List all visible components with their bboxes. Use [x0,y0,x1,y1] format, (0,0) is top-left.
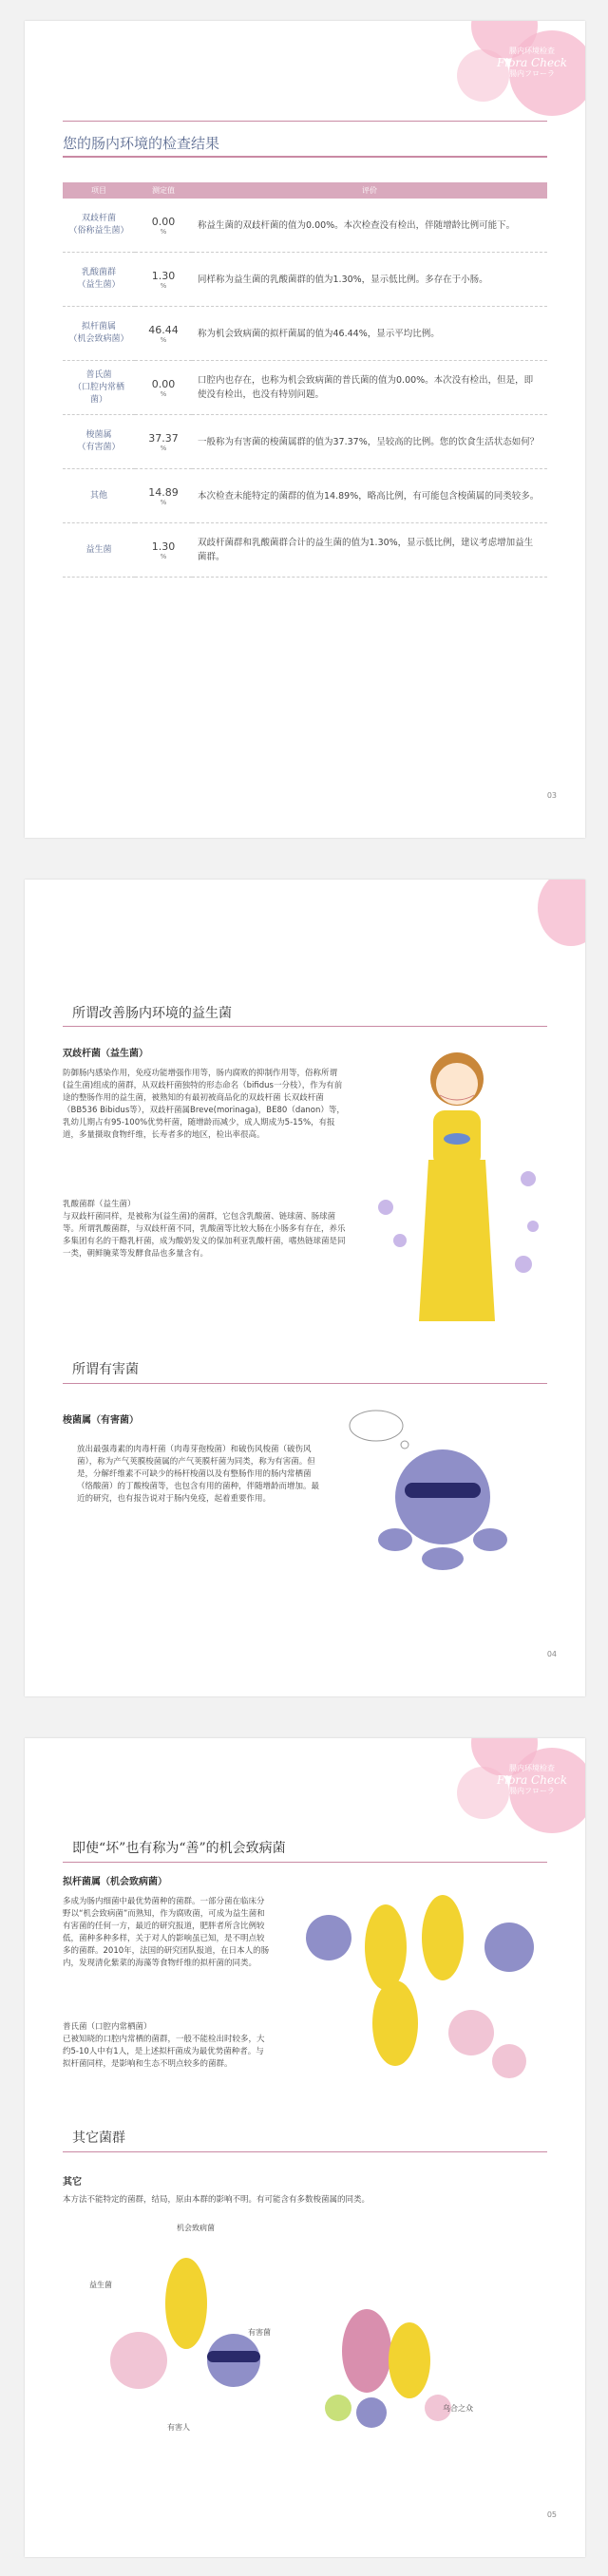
page-title: 您的肠内环境的检查结果 [63,135,220,152]
page-number: 05 [546,2510,557,2519]
row-comment: 一般称为有害菌的梭菌属群的值为37.37%，呈较高的比例。您的饮食生活状态如何？ [192,415,547,469]
text-clostridium: 放出最强毒素的肉毒杆菌（肉毒芽孢梭菌）和破伤风梭菌（破伤风菌），称为产气荚膜梭菌属的产气荚膜杆菌为同类，称为有害菌。但是，分解纤维素不可缺少的杨杆梭菌以及有整肠作用的肠内常栖菌（络酸菌）的丁酸梭菌等，也包含有用的菌种，伴随增龄而增加。最近的研究，也有报告说对于肠内免疫，起着重要作用。 [77,1445,320,1504]
row-value: 1.30 % [135,523,192,578]
section-title-others: 其它菌群 [72,2131,125,2146]
section-title-harmful: 所谓有害菌 [72,1362,139,1377]
subtitle-bacteroides: 拟杆菌属（机会致病菌） [63,1877,167,1887]
subtitle-bifidus: 双歧杆菌（益生菌） [63,1049,148,1059]
page-number: 03 [546,791,557,800]
label-harmful2: 有害人 [167,2423,190,2432]
row-value: 1.30 % [135,253,192,307]
results-table [63,182,547,578]
table-row [63,523,547,578]
row-value: 37.37 % [135,415,192,469]
row-name: 乳酸菌群 （益生菌） [63,253,135,307]
section-title-good: 所谓改善肠内环境的益生菌 [72,1006,232,1021]
text-others: 本方法不能特定的菌群，结局，原由本群的影响不明。有可能含有多数梭菌属的同类。 [63,2195,370,2205]
row-name: 双歧杆菌 （俗称益生菌） [63,199,135,253]
table-row [63,199,547,253]
woman-illustration [362,1036,552,1350]
row-name: 梭菌属 （有害菌） [63,415,135,469]
row-comment: 同样称为益生菌的乳酸菌群的值为1.30%，显示低比例。多存在于小肠。 [192,253,547,307]
row-value: 0.00 % [135,361,192,415]
row-comment: 称益生菌的双歧杆菌的值为0.00%。本次检查没有检出，伴随增龄比例可能下。 [192,199,547,253]
table-row [63,307,547,361]
label-opportunistic: 机会致病菌 [177,2224,215,2232]
text-lactic: 乳酸菌群（益生菌） 与双歧杆菌同样，是被称为(益生菌)的菌群，它包含乳酸菌、链球菌、肠球菌等。所谓乳酸菌群，与双歧杆菌不同，乳酸菌等比较大肠在小肠多有存在，养乐多集团有名的干酪乳杆菌，成为酸奶发义的保加利亚乳酸杆菌，嗜热链球菌是同一类，朝鲜腌菜等发酵食品也多量含有。 [63,1200,346,1259]
subtitle-clostridium: 梭菌属（有害菌） [63,1415,139,1426]
row-value: 0.00 % [135,199,192,253]
header-item: 项目 [63,182,135,199]
subtitle-others: 其它 [63,2177,82,2188]
table-row [63,415,547,469]
label-harmful: 有害菌 [248,2328,271,2337]
table-row [63,361,547,415]
page-results [25,21,585,838]
table-row [63,469,547,523]
flora-check-badge: 腸内环境检查 Flora Check 腸内フローラ [496,47,568,78]
bacteria-group-illustration [281,1881,566,2090]
text-bifidus: 防御肠内感染作用，免疫功能增强作用等，肠内腐败的抑制作用等，俗称所谓(益生菌)组成的菌群，从双歧杆菌独特的形态命名（bifidus一分枝），作为有前途的整肠作用的益生菌，被熟知的有最初被商品化的双歧杆菌 长双歧杆菌（BB536 Bibidus等），双歧杆菌属Breve(morinaga)，BE80（danon）等，乳幼儿期占有95-100%优势杆菌，随增龄而减少，成人期成为5-15%，有报道，多量摄取食物纤维，长寿者多的地区，检出率很高。 [63,1069,345,1140]
section-title-opportunistic: 即使“坏”也有称为“善”的机会致病菌 [72,1841,286,1856]
row-name: 拟杆菌属 （机会致病菌） [63,307,135,361]
row-comment: 称为机会致病菌的拟杆菌属的值为46.44%，显示平均比例。 [192,307,547,361]
row-name: 普氏菌 （口腔内常栖菌） [63,361,135,415]
page-good-bacteria [25,880,585,1696]
row-name: 益生菌 [63,523,135,578]
row-comment: 本次检查未能特定的菌群的值为14.89%，略高比例，有可能包含梭菌属的同类较多。 [192,469,547,523]
label-mixed: 乌合之众 [443,2404,473,2413]
corner-decoration [528,880,585,975]
header-value: 测定值 [135,182,192,199]
page-opportunistic [25,1738,585,2557]
row-value: 46.44 % [135,307,192,361]
harmful-germ-illustration [338,1407,528,1587]
text-bacteroides: 多成为肠内细菌中最优势菌种的菌群。一部分菌在临床分野以“机会致病菌”而熟知，作为腐败菌，可成为益生菌和有害菌的任何一方，最近的研究报道，肥胖者所含比例较低，菌种多种多样，关于对人的影响虽已知，是不明点较多的菌群。2010年，法国的研究团队报道，在日本人的肠内，发现清化紫菜的海藻等食物纤维的拟杆菌的同类。 [63,1897,270,1968]
row-comment: 双歧杆菌群和乳酸菌群合计的益生菌的值为1.30%，显示低比例，建议考虑增加益生菌群。 [192,523,547,578]
text-prevotella: 普氏菌（口腔内常栖菌） 已被知晓的口腔内常栖的菌群，一般不能检出时较多，大约5-10人中有1人，是上述拟杆菌成为最优势菌种者。与拟杆菌同样，是影响和生态不明点较多的菌群。 [63,2022,265,2069]
row-comment: 口腔内也存在，也称为机会致病菌的普氏菌的值为0.00%。本次没有检出，但是，即使没有检出，也没有特别问题。 [192,361,547,415]
flora-check-badge: 腸内环境检查 Flora Check 腸内フローラ [496,1764,568,1795]
header-evaluation: 评价 [192,182,547,199]
row-name: 其他 [63,469,135,523]
table-row [63,253,547,307]
label-good: 益生菌 [89,2281,112,2289]
page-number: 04 [546,1650,557,1658]
row-value: 14.89 % [135,469,192,523]
